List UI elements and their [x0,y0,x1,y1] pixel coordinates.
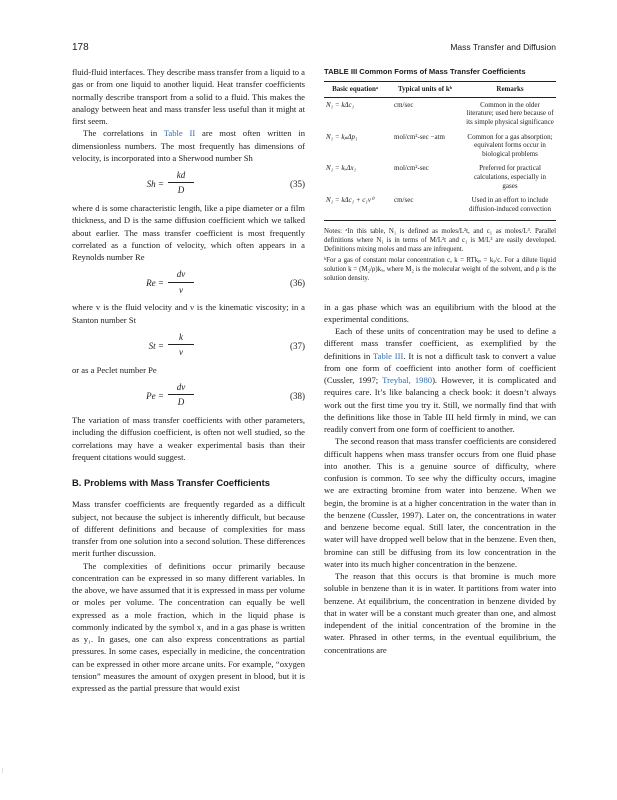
table-cell: mol/cm²-sec −atm [394,132,445,141]
table-header-cell: Remarks [464,82,556,98]
equation-fraction [168,331,194,359]
numerator: dv [168,381,194,395]
running-title: Mass Transfer and Diffusion [450,42,556,52]
table-header-cell: Typical units of kᵇ [386,82,464,98]
denominator: v [179,347,183,357]
gutter-mark: | [2,768,4,774]
equation-number: (37) [290,340,305,351]
table-cell: N₁ = kₚΔp₁ [326,132,358,141]
table-cell: N₁ = kΔc₁ + c₁v⁰ [324,193,386,221]
table-header-row [324,82,556,98]
equation-lhs: Sh = [146,179,164,189]
numerator: kd [168,169,194,183]
table-cell: Common for a gas absorption; equivalent forms occur in biological problems [467,132,553,158]
table-row [324,161,556,193]
paragraph: in a gas phase which was an equilibrium with the blood at the experimental conditions. [324,301,556,324]
paragraph: or as a Peclet number Pe [72,364,157,375]
table-iii-link[interactable]: Table III [372,350,404,361]
table-cell: Used in an effort to include diffusion-induced convection [464,193,556,221]
text: Each of these units of concentration may be used to define a different mass transfer coefficient, as exemplified by the definitions in [324,326,556,361]
equation-lhs: Re = [146,278,164,289]
equation-lhs: St = [148,340,164,351]
text: The correlations in [83,128,164,139]
equation-number: (36) [290,278,305,289]
paragraph: The complexities of definitions occur primarily because concentration can be expressed in so many different variables. In the above, we have assumed that it is expressed in mass per volume or moles per volume. The concentration can equally be well expressed as a mole fraction, which in the liquid phase is commonly indicated by the symbol x₁ and in a gas phase is written as y₁. In gases, one can also express concentrations as partial pressures. In some cases, especially in medicine, the concentration can be expressed in other more arcane units. For example, “oxygen tension” measures the amount of oxygen present in blood, but it is expressed as the partial pressure that would exist [72,560,305,693]
coefficients-table [324,81,556,221]
equation-37 [72,331,305,361]
table-note: ᵇFor a gas of constant molar concentration c, k = RTkₚ = kₓ/c. For a dilute liquid solution k = (M₂/ρ)kₓ, where M₂ is the molecular weight of the solvent, and ρ is the solution density. [324,257,556,282]
table-note: Notes: ᵃIn this table, N₁ is defined as moles/L²t, and c₁ as moles/L³. Parallel definitions where N₁ is in terms of M/L²t and c₁ is M/L³ are easily developed. Definitions mixing moles and mass are infrequent. [324,228,556,253]
table-cell: N₁ = kₓΔx₁ [326,164,357,173]
table-cell: Common in the older literature; used here because of its simple physical significance [466,100,554,127]
table-row [324,193,556,221]
equation-lhs: Pe = [146,391,164,401]
table-caption: TABLE III Common Forms of Mass Transfer Coefficients [324,67,526,76]
numerator: k [168,331,194,345]
table-row [324,130,556,162]
paragraph [324,325,556,435]
paragraph: fluid-fluid interfaces. They describe mass transfer from a liquid to a gas or from one liquid to another liquid. Heat transfer coefficients normally describe transport from a solid to a fluid. This makes the analogy between heat and mass transfer less useful than it might at first seem. [72,67,305,126]
table-row [324,97,556,129]
page-number: 178 [72,42,89,53]
table-header-cell: Basic equationᵃ [324,82,386,98]
table-cell: cm/sec [386,193,464,221]
denominator: ν [179,284,183,295]
section-heading: B. Problems with Mass Transfer Coefficients [72,477,270,488]
paragraph: where v is the fluid velocity and ν is the kinematic viscosity; in a Stanton number St [72,302,305,325]
left-column [72,66,305,694]
numerator: dv [168,268,194,282]
paragraph: The reason that this occurs is that bromine is much more soluble in benzene than it is in water. It partitions from water into benzene. At equilibrium, the concentration in benzene divided by that in water will be a constant much greater than one, and almost independent of the initial concentration of the bromine in the water. Phrased in other terms, in the eventual equilibrium, the concentrations are [324,571,556,655]
paragraph: where d is some characteristic length, like a pipe diameter or a film thickness, and D is the same diffusion coefficient which we talked about earlier. The mass transfer coefficient is most frequently correlated as a function of velocity, which often appears in a Reynolds number Re [72,203,305,262]
table-cell: mol/cm²-sec [394,164,429,173]
text: . It is not a difficult task to convert a value from one form of coefficient into another form of coefficient (Cussler, 1997; [324,350,556,386]
denominator: D [177,185,185,196]
paragraph [72,127,305,164]
equation-fraction [168,169,194,197]
equation-fraction [168,268,194,296]
paragraph: Mass transfer coefficients are frequently regarded as a difficult subject, not because the subject is inherently difficult, but because of different definitions and because of complexities for mass transfer from one solution into a second solution. These differences merit further discussion. [72,499,305,559]
equation-fraction [168,381,194,409]
denominator: D [177,397,185,408]
text: ). However, it is complicated and requires care. It’s like balancing a check book: it doesn’t always work out the first time you try it. Still, we normally find that with the definitions like those in Table III held firmly in mind, we can readily convert from one form of coefficient to another. [324,375,556,435]
equation-number: (35) [290,179,305,189]
page-header [72,42,556,56]
table-cell: cm/sec [394,100,414,109]
table-cell: Preferred for practical calculations, especially in gases [473,164,547,190]
equation-35 [72,169,305,199]
equation-number: (38) [290,391,305,401]
table-cell: N₁ = kΔc₁ [326,100,355,109]
table-ii-link[interactable]: Table II [163,128,196,139]
table-notes [324,228,556,283]
paragraph: The second reason that mass transfer coefficients are considered difficult happens when mass transfer occurs from one fluid phase into another. This is a genuine source of difficulty, where confusion is common. To see why the difficulty occurs, imagine we are extracting bromine from water into benzene. When we begin, the bromine is at a higher concentration in the water than in the benzene (Cussler, 1997). Later on, the concentrations in water and benzene become equal. Still later, the concentration in the water will have dropped well below that in the benzene. Even then, bromine can still be diffusing from its low concentration in the water into its much higher concentration in the benzene. [324,436,556,569]
table-iii [324,66,556,284]
right-column [324,66,556,656]
treybal-citation-link[interactable]: Treybal, 1980 [382,375,433,386]
paragraph: The variation of mass transfer coefficients with other parameters, including the diffusion coefficient, is often not well studied, so the correlations may have a weaker experimental basis than their frequent citations would suggest. [72,415,305,462]
equation-38 [72,381,305,411]
equation-36 [72,268,305,298]
text: are most often written in dimensionless numbers. The most frequently has dimensions of velocity, is incorporated into a Sherwood number Sh [72,128,305,163]
spacer [324,287,556,301]
